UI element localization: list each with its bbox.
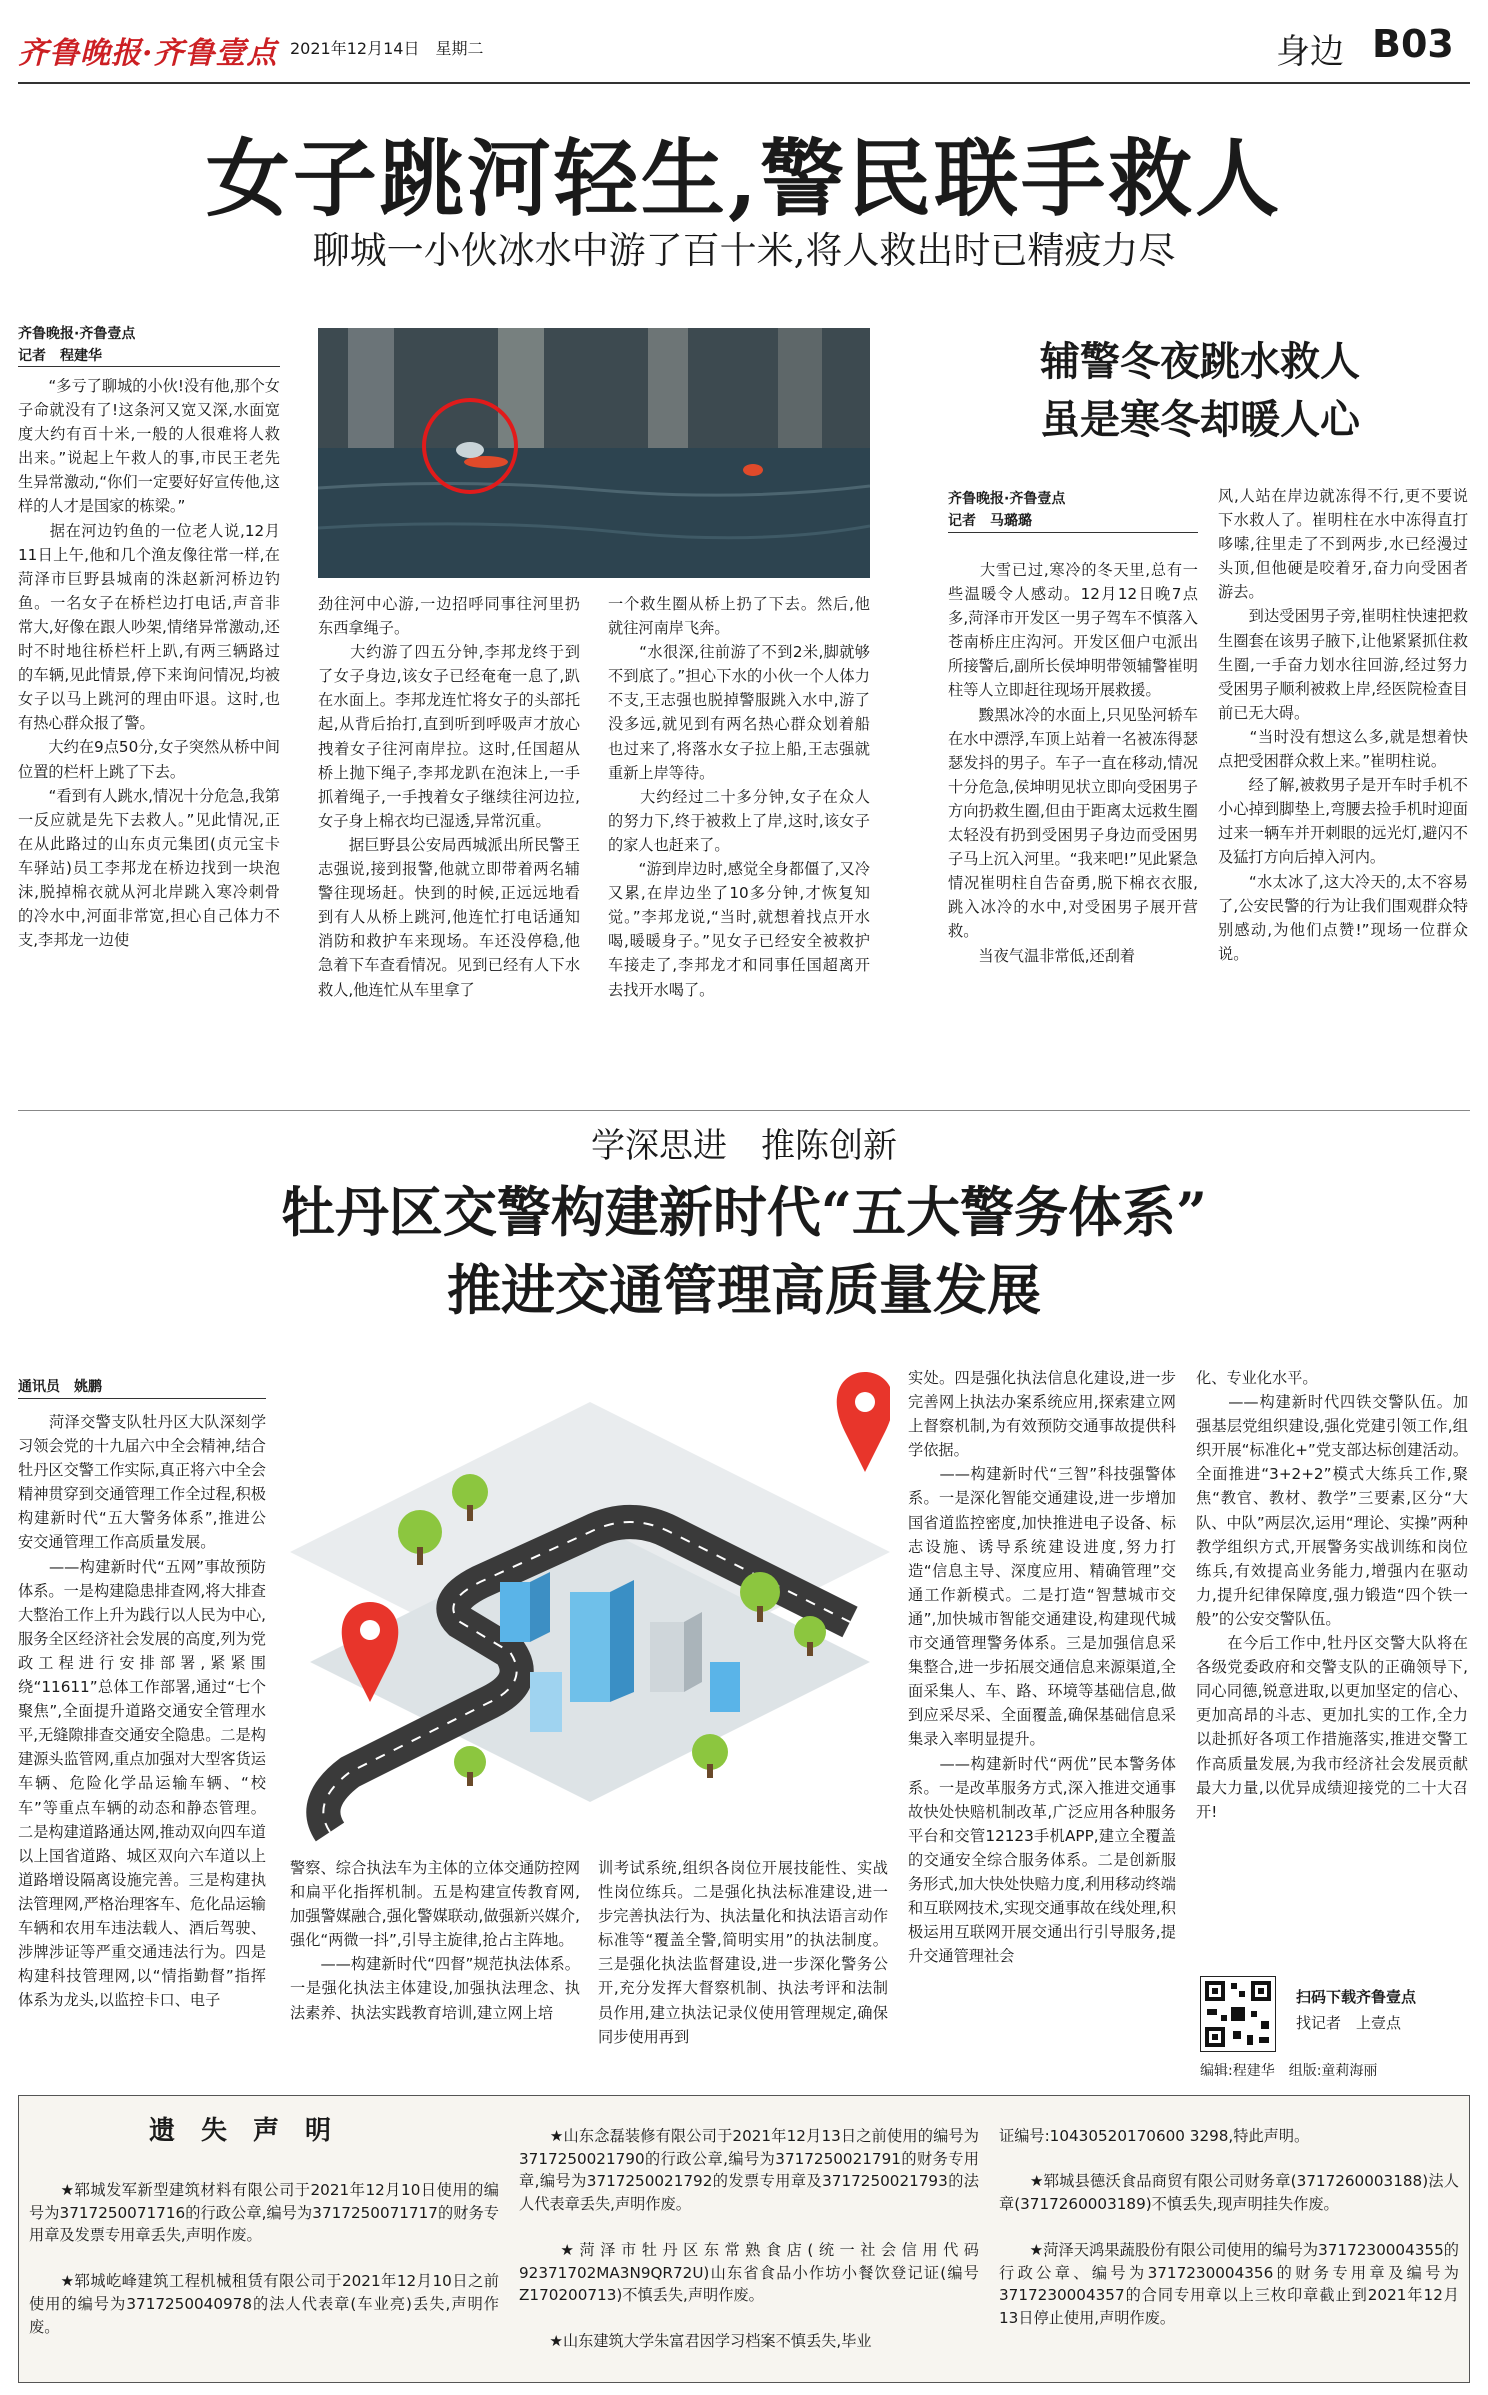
byline-underline <box>18 1398 266 1399</box>
story3-column-1: 菏泽交警支队牡丹区大队深刻学习领会党的十九届六中全会精神,结合牡丹区交警工作实际,真正将六中全会精神贯穿到交通管理工作全过程,积极构建新时代“五大警务体系”,推进公安交通管理工作高质量发展。 ——构建新时代“五网”事故预防体系。一是构建隐患排查网,将大排查大整治工作上升为践行以人民为中心,服务全区经济社会发展的高度,列为党政工程进行安排部署,紧紧围绕“11611”总体工作部署,通过“七个聚焦”,全面提升道路交通安全管理水平,无缝隙排查交通安全隐患。二是构建源头监管网,重点加强对大型客货运车辆、危险化学品运输车辆、“校车”等重点车辆的动态和静态管理。二是构建道路通达网,推动双向四车道以上国省道路、城区双向六车道以上道路增设隔离设施完善。三是构建执法管理网,严格治理客车、危化品运输车辆和农用车违法载人、酒后驾驶、涉牌涉证等严重交通违法行为。四是构建科技管理网,以“情指勤督”指挥体系为龙头,以监控卡口、电子 <box>18 1413 266 2010</box>
story1-column-2: 劲往河中心游,一边招呼同事往河里扔东西拿绳子。 大约游了四五分钟,李邦龙终于到了女子身边,该女子已经奄奄一息了,趴在水面上。李邦龙连忙将女子的头部托起,从背后抬打,直到听到呼吸声才放心拽着女子往河南岸拉。这时,任国超从桥上抛下绳子,李邦龙趴在泡沫上,一手抓着绳子,一手拽着女子继续往河边拉,女子身上棉衣均已湿透,异常沉重。 据巨野县公安局西城派出所民警王志强说,接到报警,他就立即带着两名辅警往现场赶。快到的时候,正远远地看到有人从桥上跳河,他连忙打电话通知消防和救护车来现场。车还没停稳,他急着下车查看情况。见到已经有人下水救人,他连忙从车里拿了 <box>318 595 580 999</box>
story3-column-3: 训考试系统,组织各岗位开展技能性、实战性岗位练兵。二是强化执法标准建设,进一步完善执法行为、执法量化和执法语言动作标准等“覆盖全警,简明实用”的执法制度。三是强化执法监督建设,进一步深化警务公开,充分发挥大督察机制、执法考评和法制员作用,建立执法记录仪使用管理规定,确保同步使用再到 <box>598 1859 888 2046</box>
story3-column-5: 化、专业化水平。 ——构建新时代四铁交警队伍。加强基层党组织建设,强化党建引领工作,组织开展“标准化+”党支部达标创建活动。全面推进“3+2+2”模式大练兵工作,聚焦“教官、教材、教学”三要素,区分“大队、中队”两层次,运用“理论、实操”两种教学组织方式,开展警务实战训练和岗位练兵,有效提高业务能力,增强内在驱动力,提升纪律保障度,强力锻造“四个铁一般”的公安交警队伍。 在今后工作中,牡丹区交警大队将在各级党委政府和交警支队的正确领导下,同心同德,锐意进取,以更加坚定的信心、更加高昂的斗志、更加扎实的工作,全力以赴抓好各项工作措施落实,推进交警工作高质量发展,为我市经济社会发展贡献最大力量,以优异成绩迎接党的二十大召开! <box>1196 1369 1468 1821</box>
masthead-logo: 齐鲁晚报·齐鲁壹点 <box>18 36 278 71</box>
story3-kicker: 学深思进 推陈创新 <box>591 1126 897 1166</box>
river-photo-image <box>318 328 870 578</box>
story3-byline: 通讯员 姚鹏 <box>18 1379 102 1395</box>
story2-column-2: 风,人站在岸边就冻得不行,更不要说下水救人了。崔明柱在水中冻得直打哆嗦,往里走了不到两步,水已经漫过头顶,但他硬是咬着牙,奋力向受困者游去。 到达受困男子旁,崔明柱快速把救生圈套在该男子腋下,让他紧紧抓住救生圈,一手奋力划水往回游,经过努力受困男子顺利被救上岸,经医院检查目前已无大碍。 “当时没有想这么多,就是想着快点把受困群众救上来。”崔明柱说。 经了解,被救男子是开车时手机不小心掉到脚垫上,弯腰去捡手机时迎面过来一辆车并开刺眼的远光灯,避闪不及猛打方向后掉入河内。 “水太冰了,这大冷天的,太不容易了,公安民警的行为让我们围观群众特别感动,为他们点赞!”现场一位群众说。 <box>1218 487 1468 963</box>
header-rule <box>18 82 1470 84</box>
story3-column-2: 警察、综合执法车为主体的立体交通防控网和扁平化指挥机制。五是构建宣传教育网,加强警媒融合,强化警媒联动,做强新兴媒介,强化“两微一抖”,引导主旋律,抢占主阵地。 ——构建新时代“四督”规范执法体系。一是强化执法主体建设,加强执法理念、执法素养、执法实践教育培训,建立网上培 <box>290 1859 580 2022</box>
lost-notice-item: ★郓城县德沃食品商贸有限公司财务章(3717260003188)法人章(3717260003189)不慎丢失,现声明挂失作废。 <box>999 2172 1459 2214</box>
byline-underline <box>948 532 1198 533</box>
lost-notice-col-2 <box>519 2102 979 2376</box>
lost-notice-item: ★菏泽市牡丹区东常熟食店(统一社会信用代码92371702MA3N9QR72U)山东省食品小作坊小餐饮登记证(编号Z170200713)不慎丢失,声明作废。 <box>519 2240 979 2305</box>
story1-byline: 齐鲁晚报·齐鲁壹点 记者 程建华 <box>18 326 136 364</box>
lost-notice-col-3 <box>999 2102 1459 2353</box>
story2-column-1: 大雪已过,寒冷的冬天里,总有一些温暖令人感动。12月12日晚7点多,菏泽市开发区一男子驾车不慎落入苍南桥庄庄沟河。开发区佃户屯派出所接警后,副所长侯坤明带领辅警崔明柱等人立即赶往现场开展救援。 黢黑冰冷的水面上,只见坠河轿车在水中漂浮,车顶上站着一名被冻得瑟瑟发抖的男子。车子一直在移动,情况十分危急,侯坤明见状立即向受困男子方向扔救生圈,但由于距离太远救生圈太轻没有扔到受困男子身边而受困男子马上沉入河里。“我来吧!”见此紧急情况崔明柱自告奋勇,脱下棉衣衣服,跳入冰冷的水中,对受困男子展开营救。 当夜气温非常低,还刮着 <box>948 561 1198 965</box>
editor-credits: 编辑:程建华 组版:童莉海丽 <box>1200 2063 1378 2079</box>
lost-notice-item: ★菏泽天鸿果蔬股份有限公司使用的编号为3717230004355的行政公章、编号为3717230004356的财务专用章及编号为3717230004357的合同专用章以上三枚印章截止到2021年12月13日停止使用,声明作废。 <box>999 2240 1459 2328</box>
qr-code[interactable] <box>1200 1976 1276 2052</box>
river-photo <box>318 328 870 578</box>
issue-date: 2021年12月14日 星期二 <box>290 39 484 58</box>
qr-subtitle: 找记者 上壹点 <box>1296 2014 1402 2032</box>
story2-headline-1: 辅警冬夜跳水救人 <box>1040 338 1360 385</box>
story2-byline: 齐鲁晚报·齐鲁壹点 记者 马璐璐 <box>948 491 1066 529</box>
city-map-illustration <box>290 1372 890 1852</box>
qr-title: 扫码下载齐鲁壹点 <box>1296 1988 1417 2006</box>
lost-notice-title: 遗 失 声 明 <box>149 2116 332 2146</box>
story3-headline-1: 牡丹区交警构建新时代“五大警务体系” <box>280 1180 1208 1244</box>
lost-notice-col-1 <box>29 2156 499 2361</box>
story1-subhead: 聊城一小伙冰水中游了百十米,将人救出时已精疲力尽 <box>312 229 1176 272</box>
story3-column-4: 实处。四是强化执法信息化建设,进一步完善网上执法办案系统应用,探索建立网上督察机制,为有效预防交通事故提供科学依据。 ——构建新时代“三智”科技强警体系。一是深化智能交通建设,进一步增加国省道监控密度,加快推进电子设备、标志设施、诱导系统建设进度,努力打造“信息主导、深度应用、精确管理”交通工作新模式。二是打造“智慧城市交通”,加快城市智能交通建设,构建现代城市交通管理警务体系。三是加强信息采集整合,进一步拓展交通信息来源渠道,全面采集人、车、路、环境等基础信息,做到应采尽采、全面覆盖,确保基础信息采集录入率明显提升。 ——构建新时代“两优”民本警务体系。一是改革服务方式,深入推进交通事故快处快赔机制改革,广泛应用各种服务平台和交管12123手机APP,建立全覆盖的交通安全综合服务体系。二是创新服务形式,加大快处快赔力度,利用移动终端和互联网技术,实现交通事故在线处理,积极运用互联网开展交通出行引导服务,提升交通管理社会 <box>908 1369 1176 1966</box>
lost-notice-item: ★郓城发军新型建筑材料有限公司于2021年12月10日使用的编号为3717250071716的行政公章,编号为3717250071717的财务专用章及发票专用章丢失,声明作废。 <box>29 2180 499 2245</box>
city-map-svg <box>290 1372 890 1852</box>
story2-headline-2: 虽是寒冬却暖人心 <box>1040 396 1360 443</box>
story1-column-3: 一个救生圈从桥上扔了下去。然后,他就往河南岸飞奔。 “水很深,往前游了不到2米,脚就够不到底了。”担心下水的小伙一个人体力不支,王志强也脱掉警服跳入水中,游了没多远,就见到有两名热心群众划着船也过来了,将落水女子拉上船,王志强就重新上岸等待。 大约经过二十多分钟,女子在众人的努力下,终于被救上了岸,这时,该女子的家人也赶来了。 “游到岸边时,感觉全身都僵了,又冷又累,在岸边坐了10多分钟,才恢复知觉。”李邦龙说,“当时,就想着找点开水喝,暖暖身子。”见女子已经安全被救护车接走了,李邦龙才和同事任国超离开去找开水喝了。 <box>608 595 870 999</box>
section-name: 身边 <box>1276 32 1344 72</box>
story1-column-1: “多亏了聊城的小伙!没有他,那个女子命就没有了!这条河又宽又深,水面宽度大约有百十米,一般的人很难将人救出来。”说起上午救人的事,市民王老先生异常激动,“你们一定要好好宣传他,这样的人才是国家的栋梁。” 据在河边钓鱼的一位老人说,12月11日上午,他和几个渔友像往常一样,在菏泽市巨野县城南的洙赵新河桥边钓鱼。一名女子在桥栏边打电话,声音非常大,好像在跟人吵架,情绪异常激动,还时不时地往桥栏杆上趴,有两三辆路过的车辆,见此情景,停下来询问情况,均被女子以马上跳河的理由吓退。这时,也有热心群众报了警。 大约在9点50分,女子突然从桥中间位置的栏杆上跳了下去。 “看到有人跳水,情况十分危急,我第一反应就是先下去救人。”见此情况,正在从此路过的山东贞元集团(贞元宝卡车驿站)员工李邦龙在桥边找到一块泡沫,脱掉棉衣就从河北岸跳入寒冷刺骨的冷水中,河面非常宽,担心自己体力不支,李邦龙一边使 <box>18 377 280 950</box>
page-number: B03 <box>1372 22 1454 66</box>
lost-notice-box <box>18 2095 1470 2383</box>
section-divider <box>18 1110 1470 1111</box>
story3-headline-2: 推进交通管理高质量发展 <box>447 1258 1041 1322</box>
story1-headline: 女子跳河轻生,警民联手救人 <box>205 129 1283 228</box>
lost-notice-item: 证编号:10430520170600 3298,特此声明。 <box>999 2126 1310 2145</box>
byline-underline <box>18 366 280 367</box>
lost-notice-item: ★郓城屹峰建筑工程机械租赁有限公司于2021年12月10日之前使用的编号为3717250040978的法人代表章(车业亮)丢失,声明作废。 <box>29 2271 499 2336</box>
lost-notice-item: ★山东建筑大学朱富君因学习档案不慎丢失,毕业 <box>519 2331 872 2350</box>
lost-notice-item: ★山东念磊装修有限公司于2021年12月13日之前使用的编号为3717250021790的行政公章,编号为3717250021791的财务专用章,编号为3717250021792的发票专用章及3717250021793的法人代表章丢失,声明作废。 <box>519 2126 979 2214</box>
qr-code-icon <box>1201 1977 1275 2051</box>
